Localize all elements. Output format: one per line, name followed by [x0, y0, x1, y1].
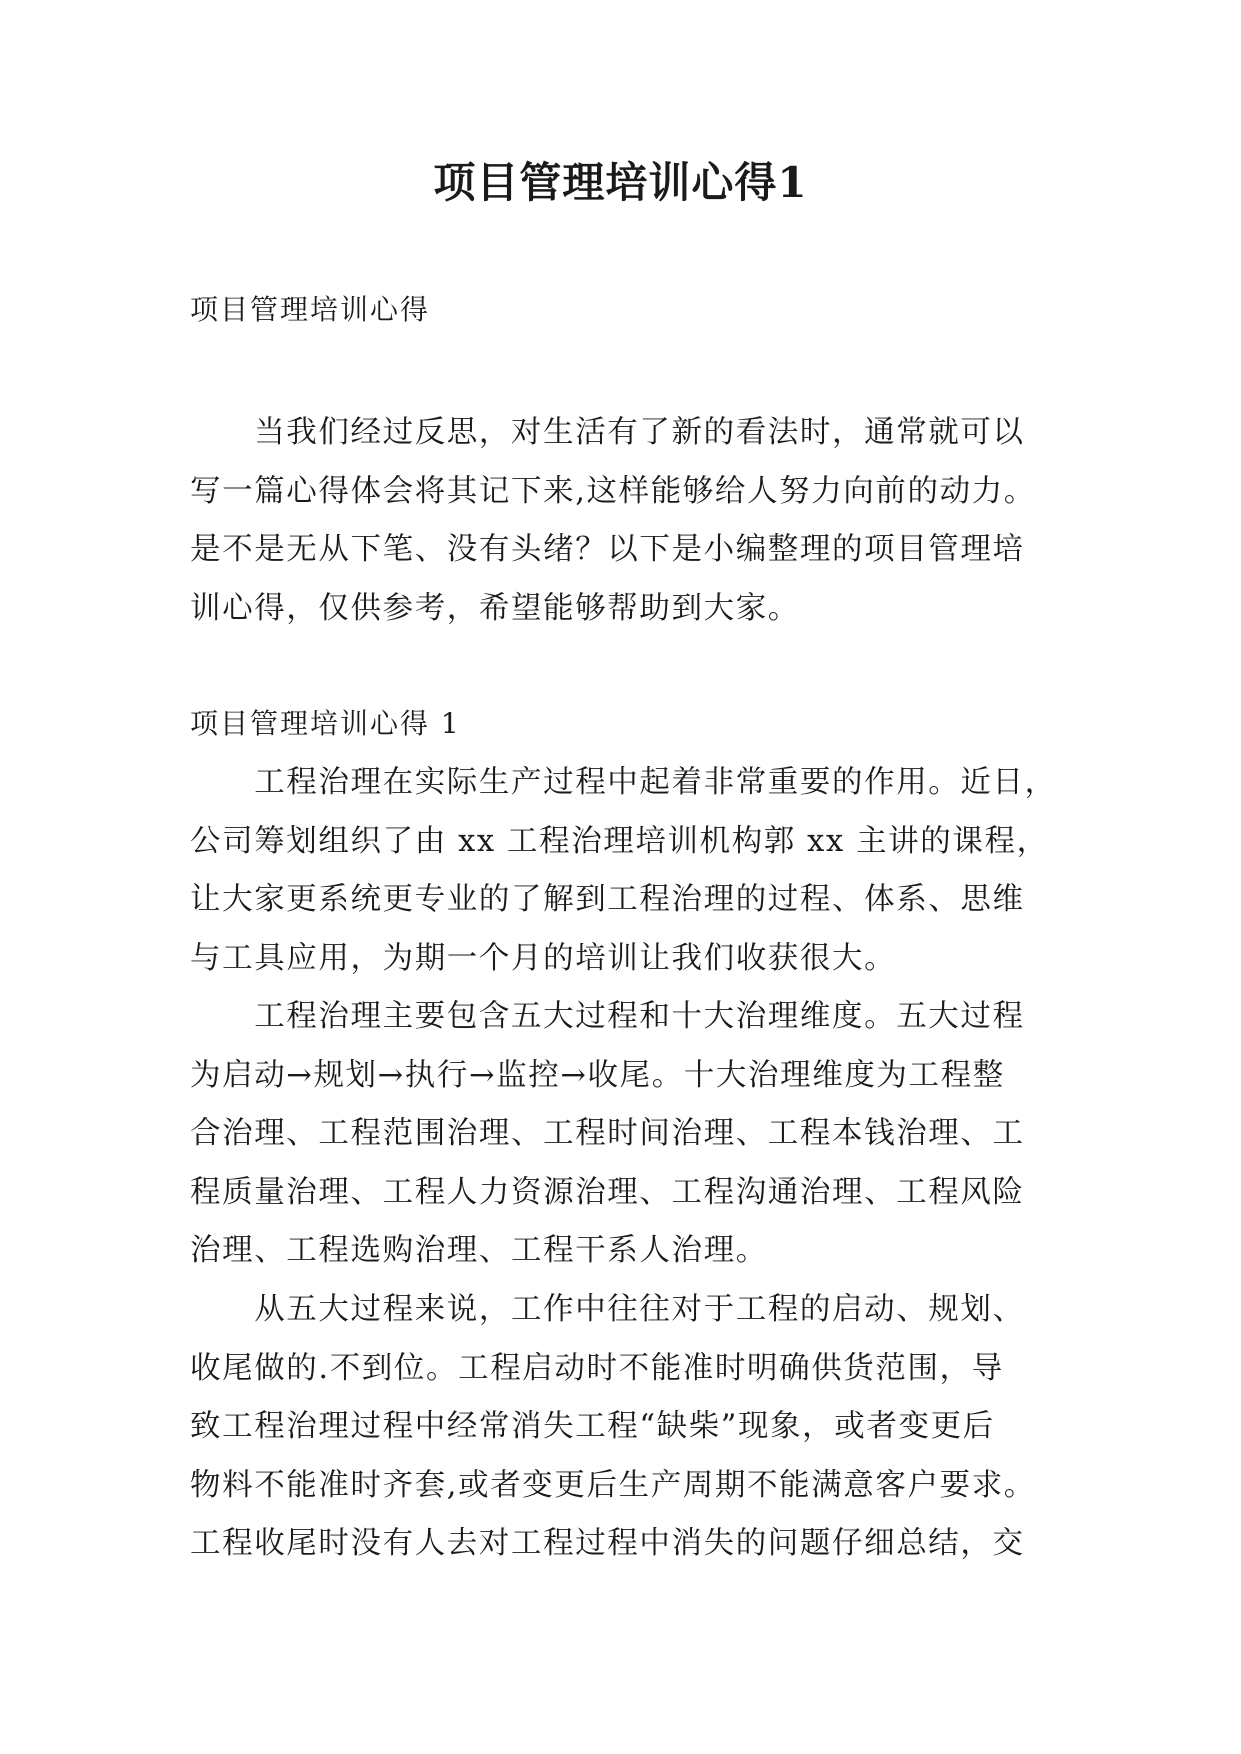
document-title: 项目管理培训心得1	[433, 158, 808, 207]
paragraph-line: 致工程治理过程中经常消失工程“缺柴”现象，或者变更后	[190, 1409, 995, 1444]
paragraph-line: 与工具应用，为期一个月的培训让我们收获很大。	[190, 940, 897, 976]
paragraph-line: 从五大过程来说，工作中往往对于工程的启动、规划、	[190, 1292, 1025, 1327]
paragraph-line: 为启动→规划→执行→监控→收尾。十大治理维度为工程整	[190, 1057, 1005, 1093]
paragraph-line: 让大家更系统更专业的了解到工程治理的过程、体系、思维	[190, 882, 1025, 917]
paragraph-line: 收尾做的.不到位。工程启动时不能准时明确供货范围，导	[190, 1350, 1004, 1386]
paragraph-line: 合治理、工程范围治理、工程时间治理、工程本钱治理、工	[190, 1116, 1025, 1151]
body-paragraph-3	[190, 1281, 1065, 1574]
body-paragraph-1	[190, 754, 1065, 988]
paragraph-line: 公司筹划组织了由 xx 工程治理培训机构郭 xx 主讲的课程，	[190, 823, 1049, 859]
paragraph-line: 当我们经过反思，对生活有了新的看法时，通常就可以	[190, 415, 1025, 450]
section-heading: 项目管理培训心得 1	[190, 707, 461, 740]
paragraph-line: 治理、工程选购治理、工程干系人治理。	[190, 1233, 768, 1268]
paragraph-line: 工程收尾时没有人去对工程过程中消失的问题仔细总结，交	[190, 1526, 1025, 1561]
body-paragraph-2	[190, 988, 1065, 1281]
paragraph-line: 程质量治理、工程人力资源治理、工程沟通治理、工程风险	[190, 1174, 1025, 1210]
paragraph-line: 工程治理在实际生产过程中起着非常重要的作用。近日，	[190, 765, 1057, 800]
document-subtitle: 项目管理培训心得	[190, 293, 431, 326]
paragraph-line: 训心得，仅供参考，希望能够帮助到大家。	[190, 590, 800, 626]
paragraph-line: 工程治理主要包含五大过程和十大治理维度。五大过程	[190, 999, 1025, 1034]
paragraph-line: 物料不能准时齐套,或者变更后生产周期不能满意客户要求。	[190, 1467, 1036, 1503]
paragraph-line: 写一篇心得体会将其记下来,这样能够给人努力向前的动力。	[190, 473, 1036, 509]
paragraph-line: 是不是无从下笔、没有头绪？以下是小编整理的项目管理培	[190, 532, 1025, 567]
intro-paragraph	[190, 404, 1065, 638]
